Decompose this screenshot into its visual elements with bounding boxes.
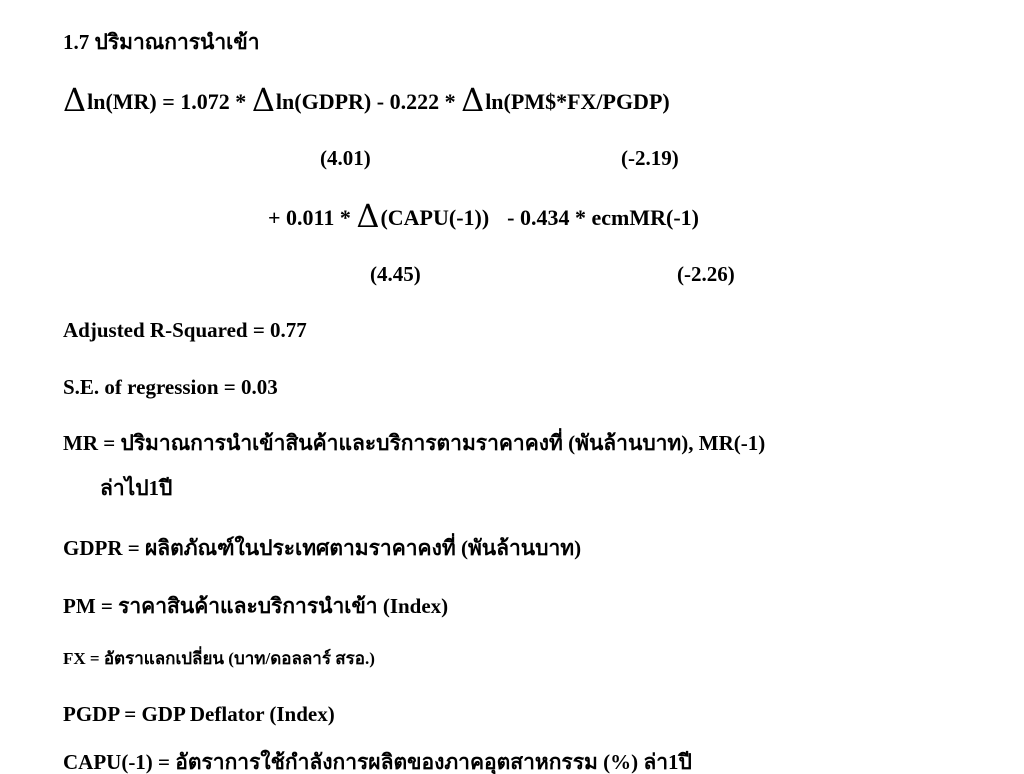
definition-capu: CAPU(-1) = อัตราการใช้กำลังการผลิตของภาคอุตสาหกรรม (%) ล่า1ปี [63,750,692,774]
t-statistic: (-2.26) [677,262,735,286]
definition-pm: PM = ราคาสินค้าและบริการนำเข้า (Index) [63,594,449,618]
equation-term: + 0.011 * [268,205,357,230]
equation-term: ln(PM$*FX/PGDP) [485,89,670,114]
equation-line-1 [63,81,670,119]
equation-term: ln(MR) = 1.072 * [87,89,252,114]
delta-symbol: Δ [251,81,275,119]
delta-symbol: Δ [461,81,485,119]
definition-gdpr: GDPR = ผลิตภัณฑ์ในประเทศตามราคาคงที่ (พันล้านบาท) [63,536,582,560]
definition-mr-continued: ล่าไป1ปี [100,476,173,500]
equation-term: ln(GDPR) - 0.222 * [275,89,462,114]
delta-symbol: Δ [63,81,87,119]
equation-line-2 [268,197,699,235]
delta-symbol: Δ [356,197,380,235]
definition-pgdp: PGDP = GDP Deflator (Index) [63,702,335,726]
t-statistic: (4.01) [320,146,371,170]
equation-term: - 0.434 * ecmMR(-1) [507,205,699,230]
t-statistic: (-2.19) [621,146,679,170]
standard-error: S.E. of regression = 0.03 [63,375,278,399]
t-statistic: (4.45) [370,262,421,286]
section-title-text: 1.7 ปริมาณการนำเข้า [63,30,260,54]
definition-fx: FX = อัตราแลกเปลี่ยน (บาท/ดอลลาร์ สรอ.) [63,649,375,668]
section-title [63,32,260,53]
equation-term: (CAPU(-1)) [380,205,490,230]
definition-mr: MR = ปริมาณการนำเข้าสินค้าและบริการตามราคาคงที่ (พันล้านบาท), MR(-1) [63,431,766,455]
adjusted-r-squared: Adjusted R-Squared = 0.77 [63,318,307,342]
